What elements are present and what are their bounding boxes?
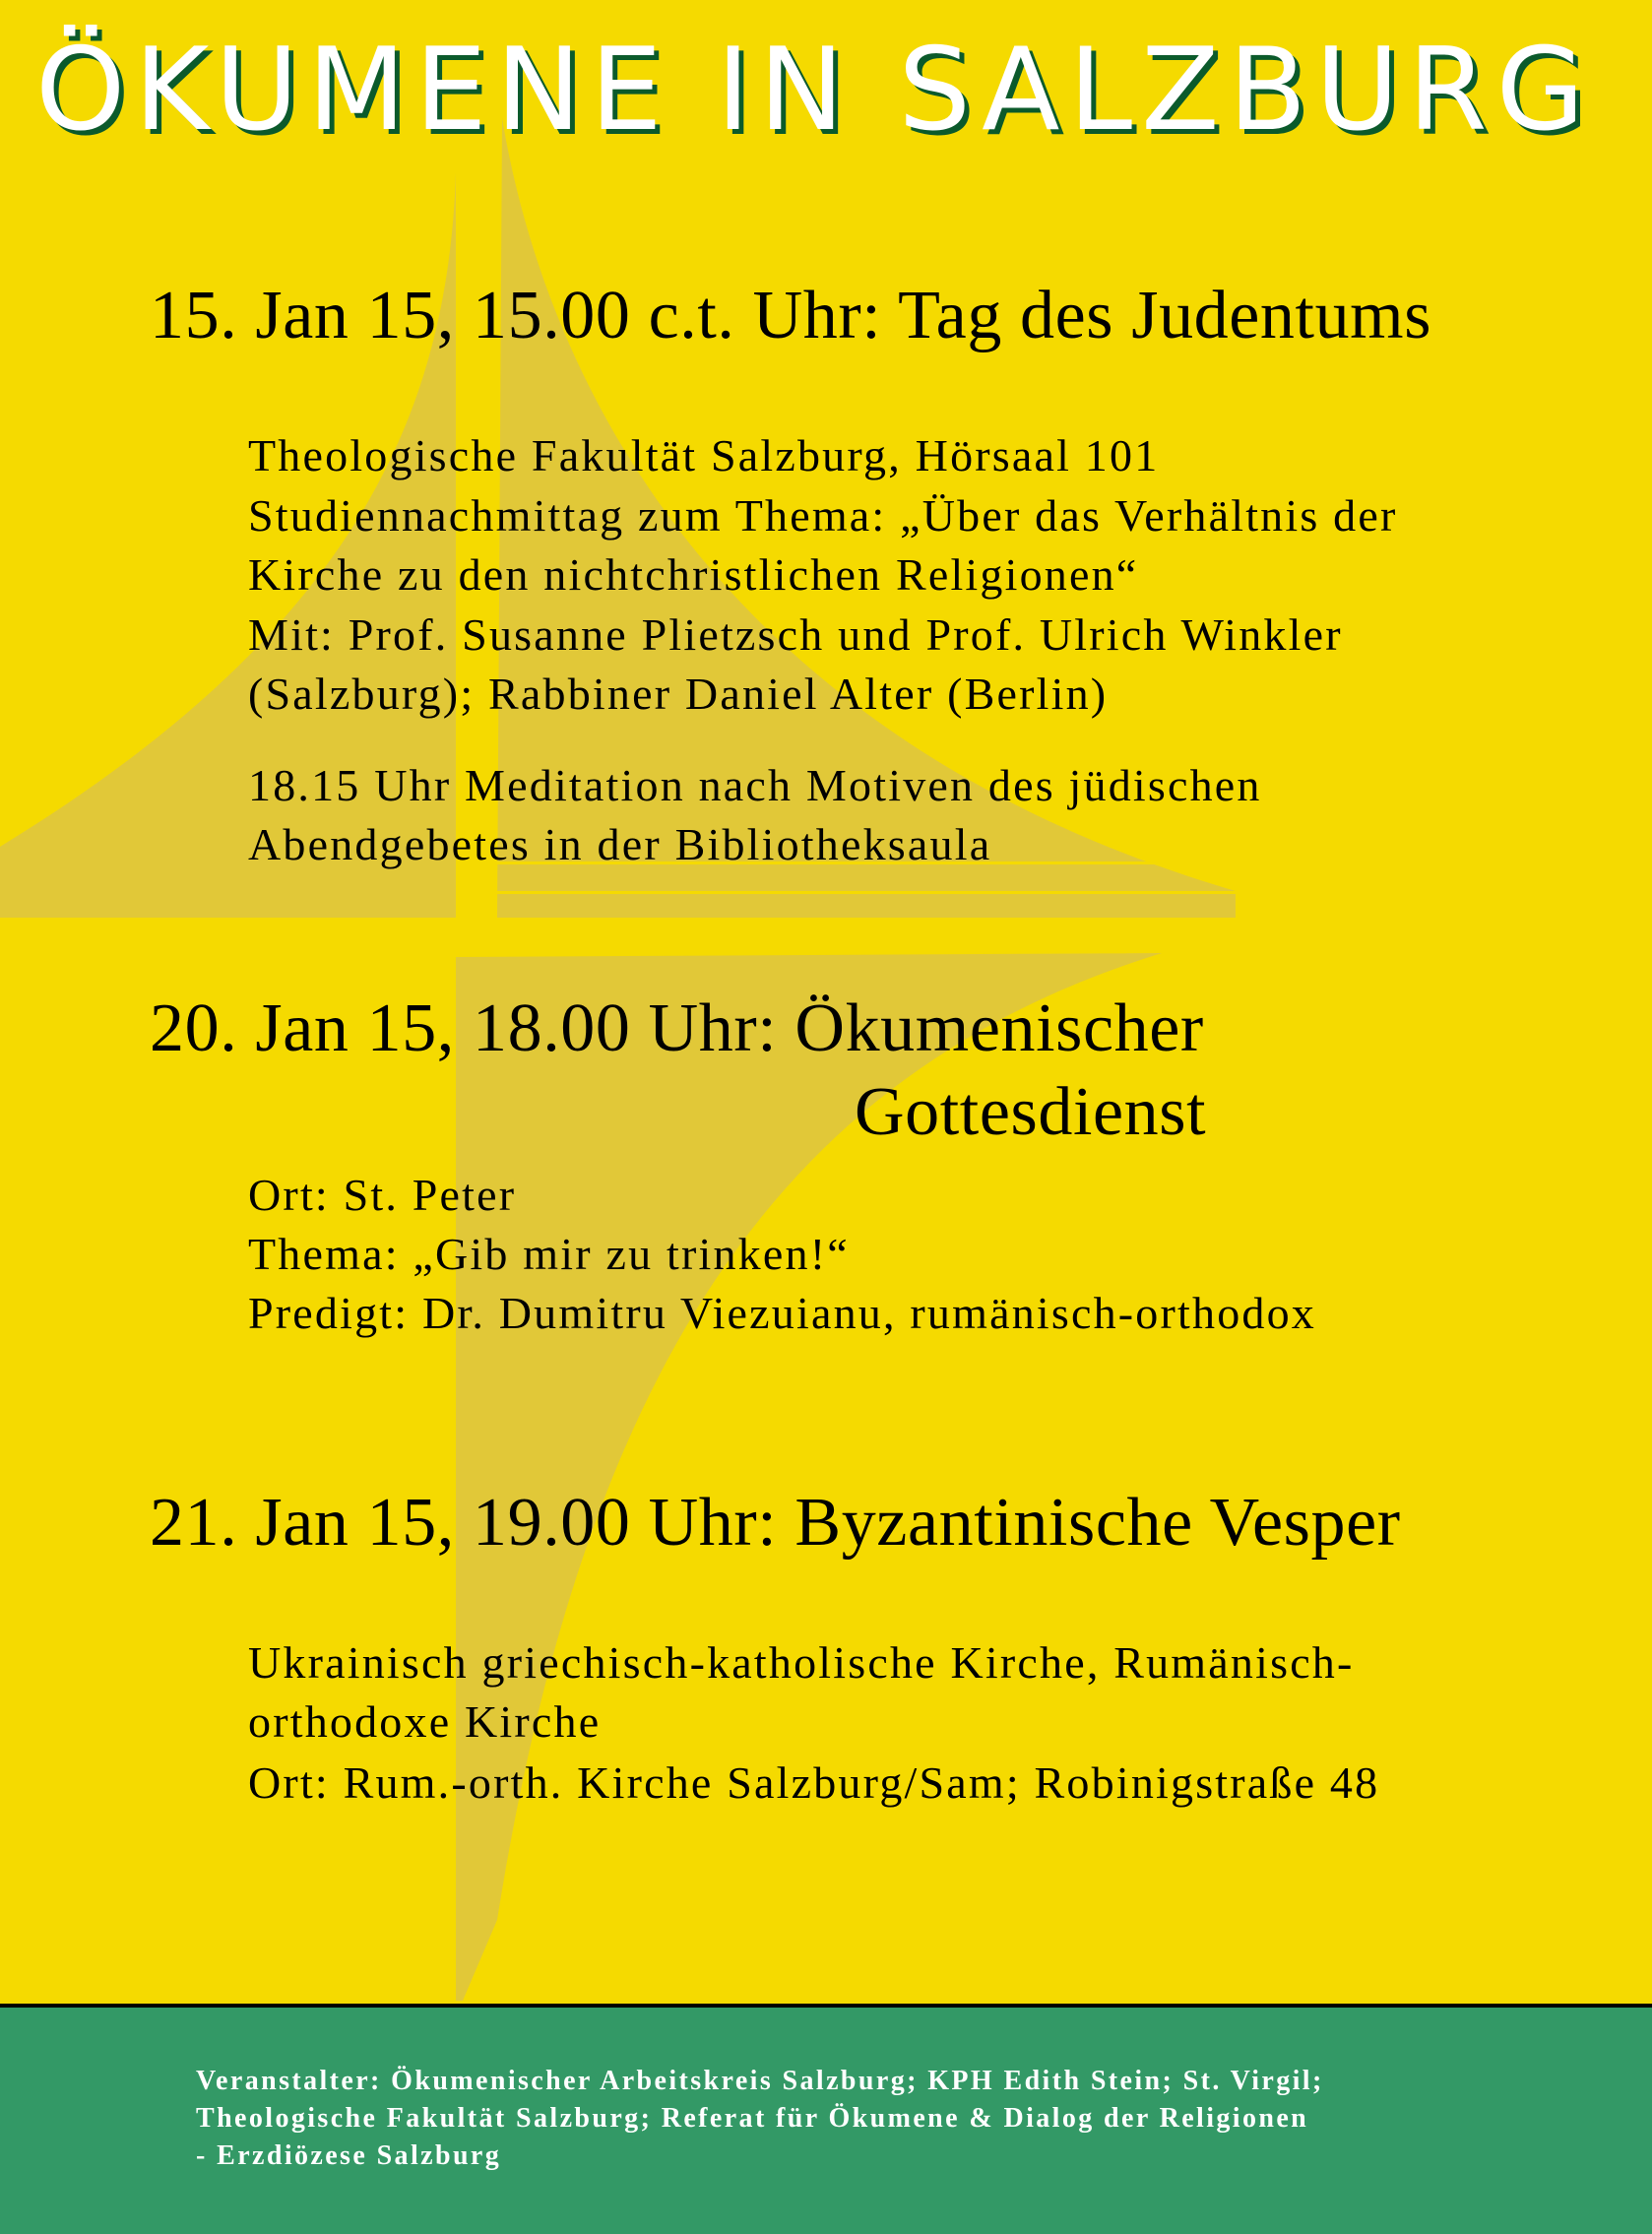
event-1-topic-line1: Studiennachmittag zum Thema: „Über das Verhältnis der xyxy=(248,490,1398,541)
event-2-heading: 20. Jan 15, 18.00 Uhr: Ökumenischer xyxy=(150,990,1204,1066)
event-1-heading: 15. Jan 15, 15.00 c.t. Uhr: Tag des Judentums xyxy=(150,278,1432,353)
event-2-heading-line2: Gottesdienst xyxy=(855,1074,1207,1150)
event-1-speakers-line2: (Salzburg); Rabbiner Daniel Alter (Berlin) xyxy=(248,669,1109,719)
organizers-footer xyxy=(0,2004,1652,2234)
event-1-meditation-line2: Abendgebetes in der Bibliotheksaula xyxy=(248,819,992,869)
event-2-theme: Thema: „Gib mir zu trinken!“ xyxy=(248,1229,850,1279)
event-3-churches-line1: Ukrainisch griechisch-katholische Kirche, Rumänisch- xyxy=(248,1637,1355,1688)
event-1-speakers-line1: Mit: Prof. Susanne Plietzsch und Prof. Ulrich Winkler xyxy=(248,609,1343,660)
organizers-line3: - Erzdiözese Salzburg xyxy=(196,2140,502,2171)
event-3-location: Ort: Rum.-orth. Kirche Salzburg/Sam; Robinigstraße 48 xyxy=(248,1757,1380,1808)
event-1-topic-line2: Kirche zu den nichtchristlichen Religionen“ xyxy=(248,549,1139,600)
organizers-line1: Veranstalter: Ökumenischer Arbeitskreis Salzburg; KPH Edith Stein; St. Virgil; xyxy=(196,2066,1324,2096)
organizers-line2: Theologische Fakultät Salzburg; Referat für Ökumene & Dialog der Religionen xyxy=(196,2103,1309,2134)
poster-title: ÖKUMENE IN SALZBURG xyxy=(35,24,1594,157)
event-3-heading: 21. Jan 15, 19.00 Uhr: Byzantinische Vesper xyxy=(150,1485,1401,1561)
event-1-venue: Theologische Fakultät Salzburg, Hörsaal 101 xyxy=(248,430,1160,480)
event-3-churches-line2: orthodoxe Kirche xyxy=(248,1696,602,1747)
event-2-preacher: Predigt: Dr. Dumitru Viezuianu, rumänisch-orthodox xyxy=(248,1288,1317,1338)
event-2-location: Ort: St. Peter xyxy=(248,1170,517,1220)
event-1-meditation-line1: 18.15 Uhr Meditation nach Motiven des jüdischen xyxy=(248,760,1262,810)
